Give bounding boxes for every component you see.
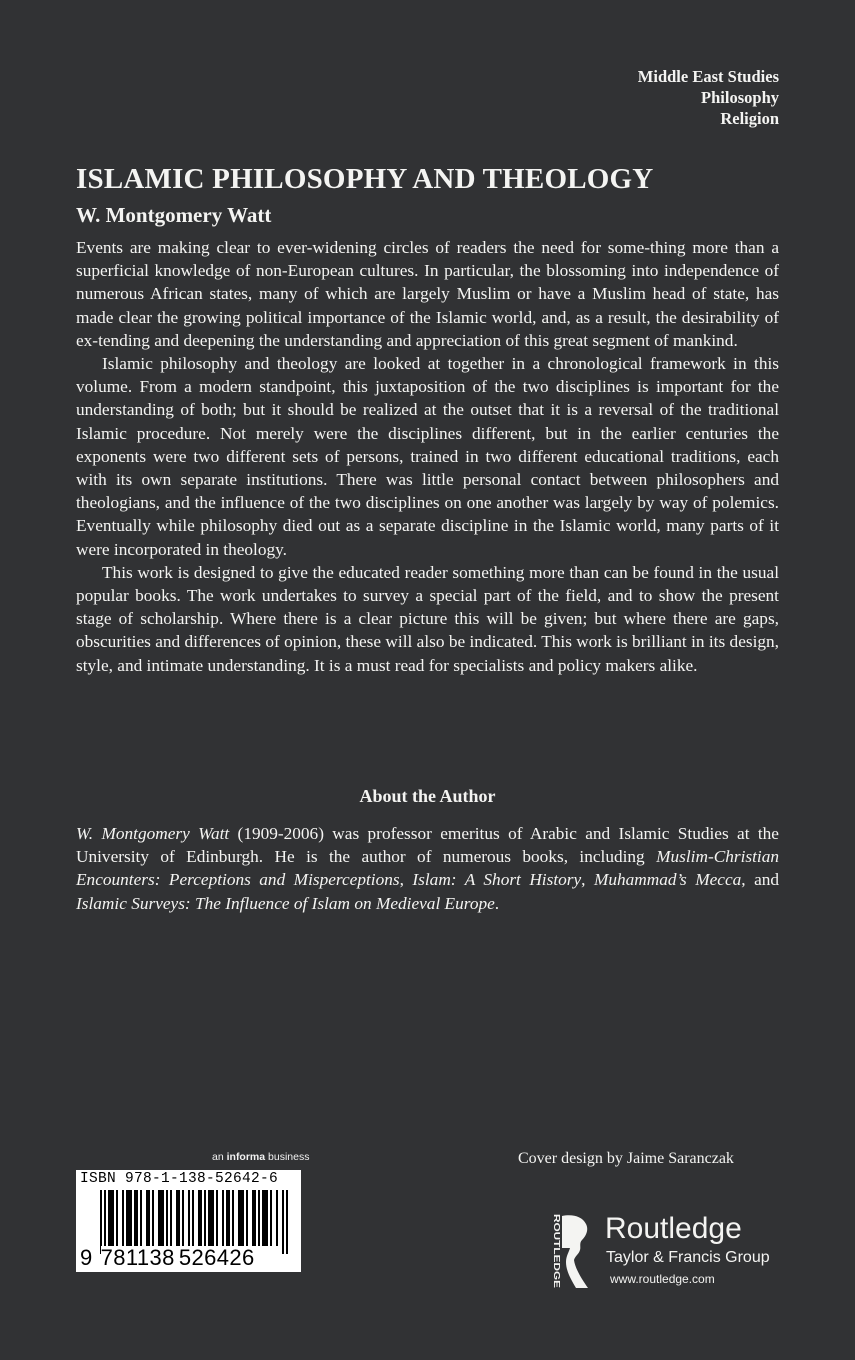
isbn-barcode — [76, 1170, 301, 1272]
book-title-italic: Islamic Surveys: The Influence of Islam on Medieval Europe — [76, 893, 495, 913]
informa-brand: informa — [226, 1151, 266, 1163]
isbn-label: ISBN 978-1-138-52642-6 — [80, 1171, 279, 1187]
subject-categories — [638, 66, 779, 129]
blurb-paragraph: Events are making clear to ever-widening circles of readers the need for some-thing more than a superficial knowledge of non-European cultures. In particular, the blossoming into independence of numerous African states, many of which are largely Muslim or have a Muslim head of state, has made clear the growing political importance of the Islamic world, and, as a result, the desirability of ex-tending and deepening the understanding and appreciation of this great segment of mankind. — [76, 238, 779, 350]
informa-tagline: an informa business — [212, 1151, 310, 1163]
subject-middle-east-studies: Middle East Studies — [637, 67, 779, 86]
publisher-group: Taylor & Francis Group — [606, 1249, 770, 1266]
routledge-logo-icon — [548, 1212, 590, 1290]
book-author: W. Montgomery Watt — [76, 203, 272, 227]
subject-philosophy: Philosophy — [701, 88, 779, 107]
publisher-url: www.routledge.com — [610, 1272, 715, 1286]
book-title-italic: Muslim-Christian Encounters: Perceptions and Misperceptions — [76, 847, 779, 890]
ean-digits: 9 781138 526426 — [80, 1245, 255, 1270]
blurb-paragraph: This work is designed to give the educated reader something more than can be found in the usual popular books. The work undertakes to survey a special part of the field, and to show the present stage of scholarship. Where there is a clear picture this will be given; but where there are gaps, obscurities and differences of opinion, these will also be indicated. This work is brilliant in its design, style, and intimate understanding. It is a must read for specialists and policy makers alike. — [76, 562, 779, 675]
subject-religion: Religion — [720, 109, 779, 128]
book-title-italic: Islam: A Short History — [412, 870, 582, 890]
book-title-italic: Muhammad’s Mecca — [593, 870, 742, 890]
book-title: ISLAMIC PHILOSOPHY AND THEOLOGY — [76, 163, 654, 195]
about-author-text: W. Montgomery Watt (1909-2006) was professor emeritus of Arabic and Islamic Studies at the University of Edinburgh. He is the author of numerous books, including Muslim-Christian Encounters: Perceptions and Misperceptions, Islam: A Short History, Muhammad’s Mecca, and Islamic Surveys: The Influence of Islam on Medieval Europe. — [76, 824, 780, 913]
svg-text:ROUTLEDGE: ROUTLEDGE — [552, 1214, 562, 1268]
cover-design-credit: Cover design by Jaime Saranczak — [518, 1150, 734, 1167]
blurb — [76, 236, 779, 677]
author-name-italic: W. Montgomery Watt — [76, 824, 230, 843]
about-author-heading: About the Author — [359, 786, 496, 806]
blurb-paragraph: Islamic philosophy and theology are looked at together in a chronological framework in this volume. From a modern standpoint, this juxtaposition of the two disciplines is important for the understanding of both; but it should be realized at the outset that it is a reversal of the traditional Islamic procedure. Not merely were the disciplines different, but in the earlier centuries the exponents were two different sets of persons, trained in two different educational traditions, each with its own separate institutions. There was little personal contact between philosophers and theologians, and the influence of the two disciplines on one another was largely by way of polemics. Eventually while philosophy died out as a separate discipline in the Islamic world, many parts of it were incorporated in theology. — [76, 354, 779, 559]
publisher-name: Routledge — [605, 1212, 742, 1245]
publisher-block — [548, 1212, 788, 1290]
